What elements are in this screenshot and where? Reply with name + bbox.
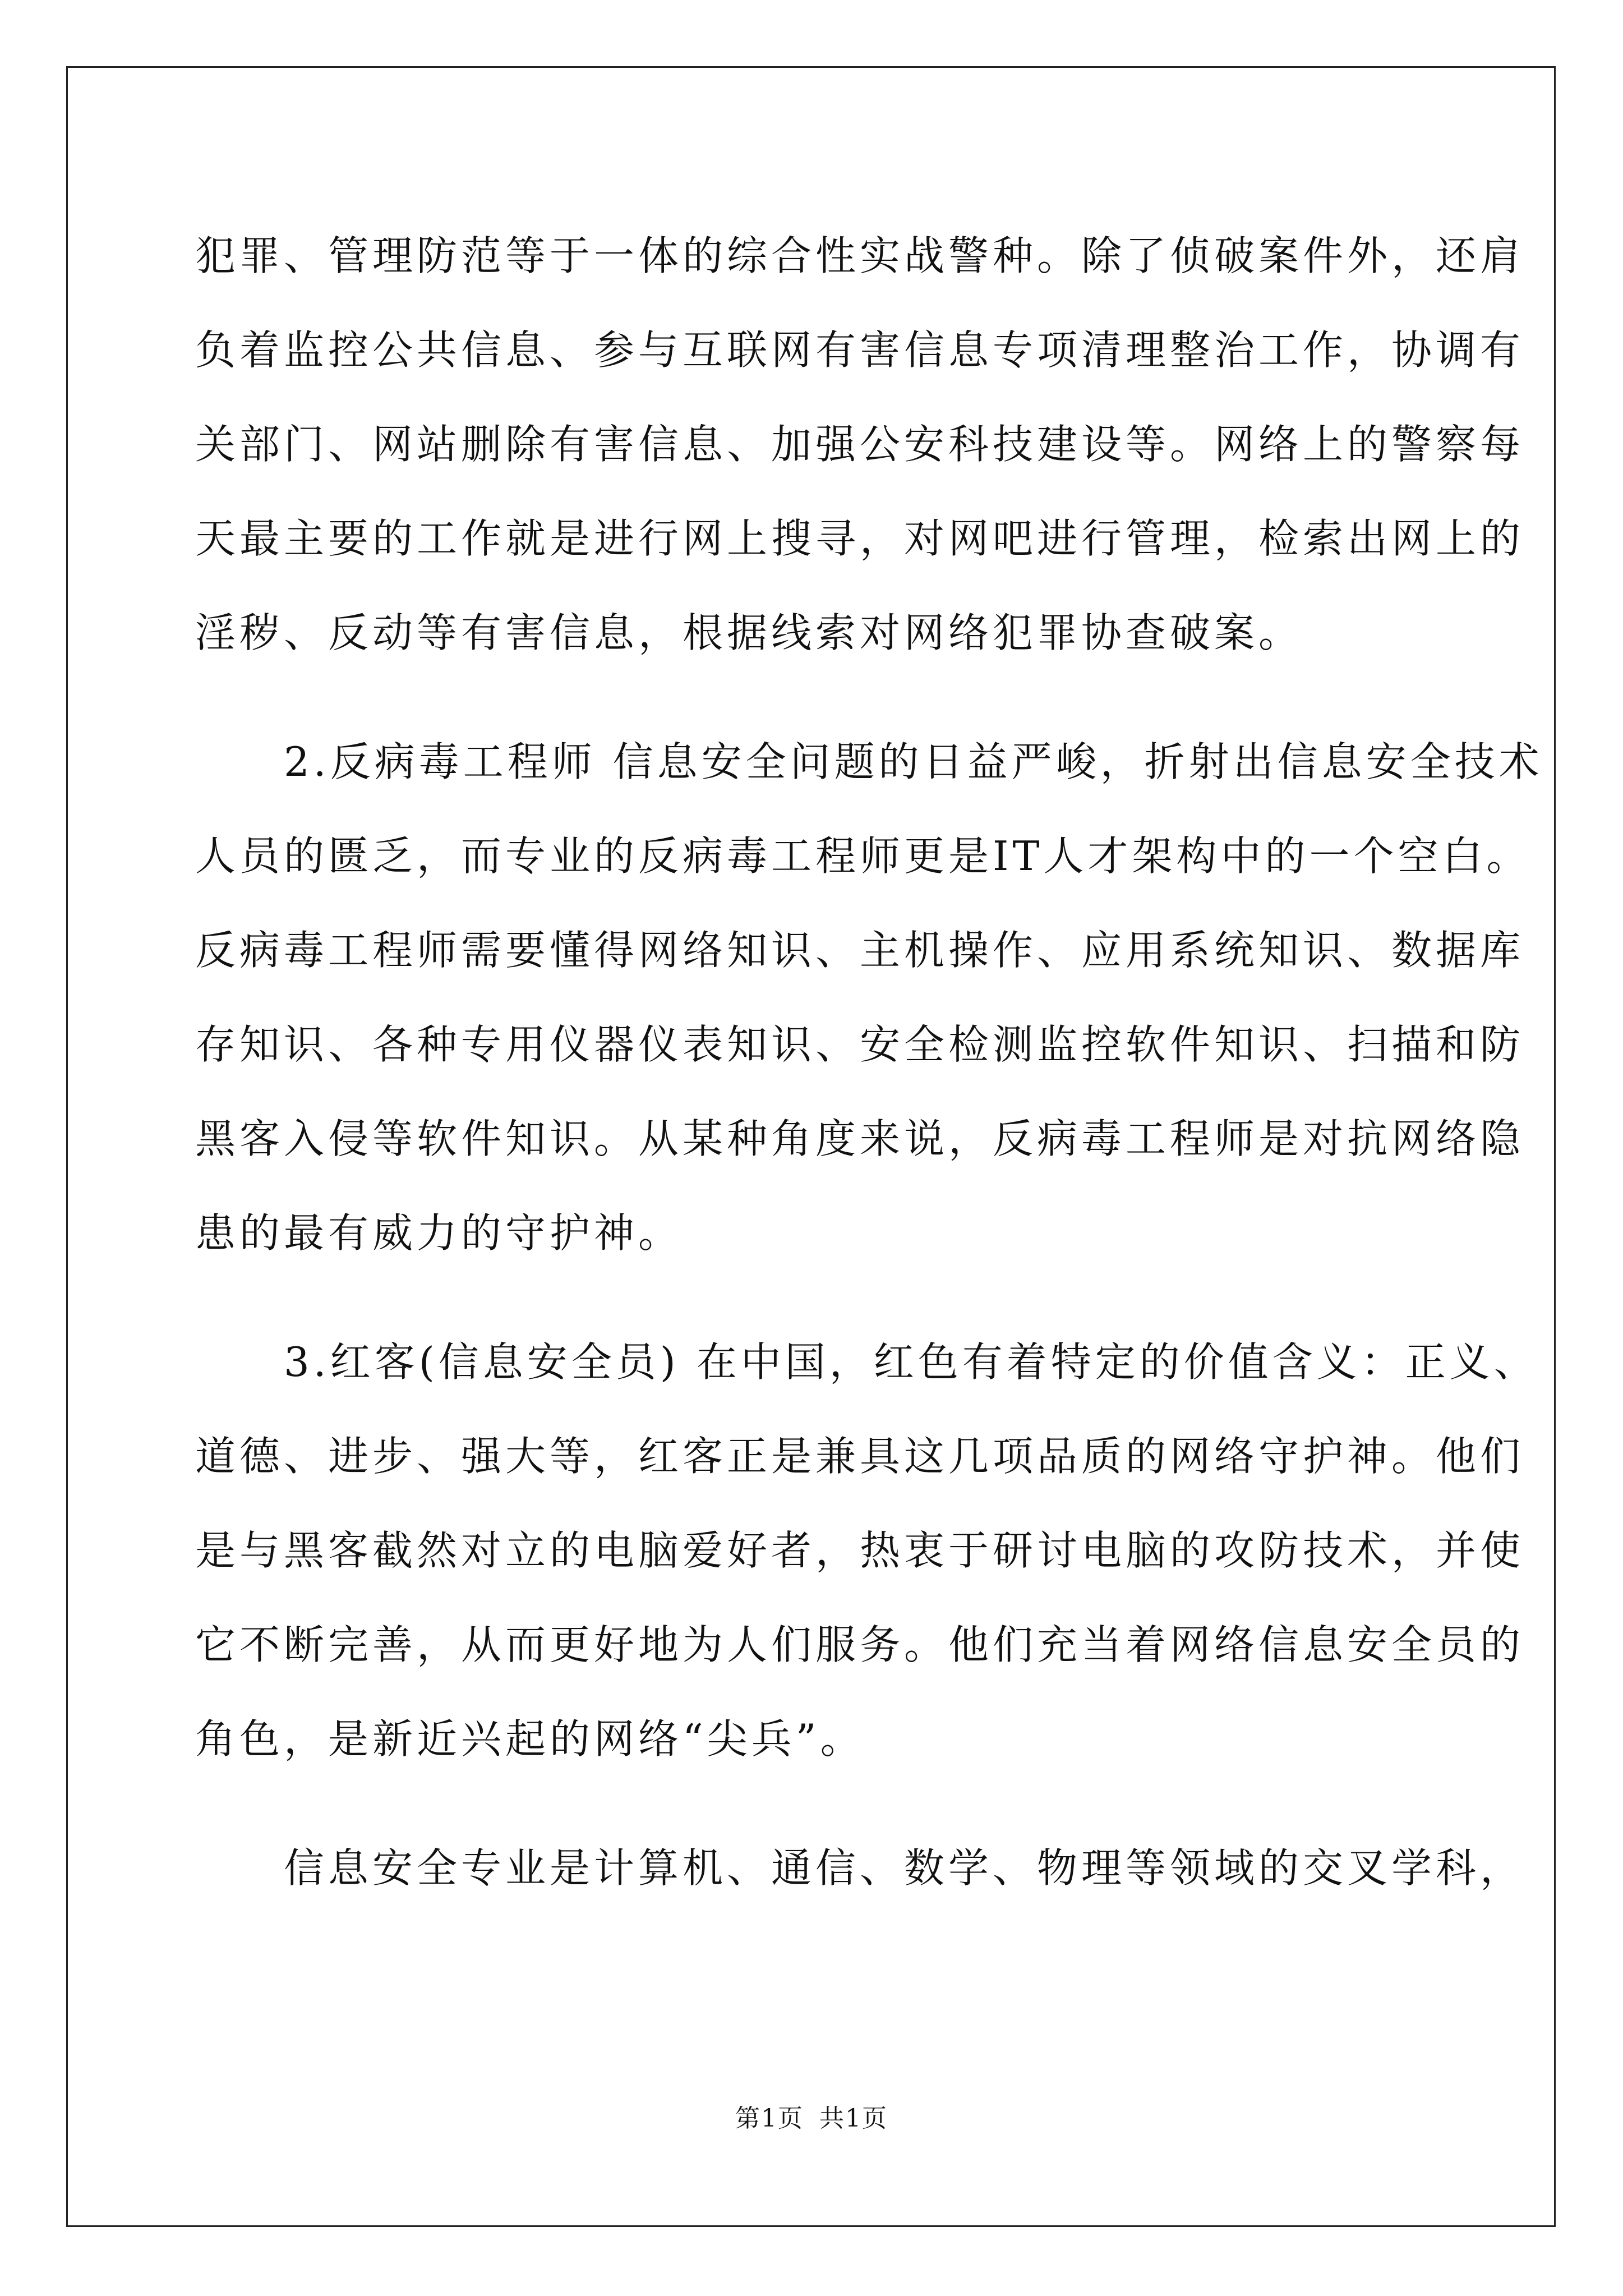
text-line: 反病毒工程师需要懂得网络知识、主机操作、应用系统知识、数据库 — [195, 927, 1525, 974]
text-line: 道德、进步、强大等，红客正是兼具这几项品质的网络守护神。他们 — [195, 1433, 1525, 1480]
document-body — [195, 209, 1543, 1915]
text-line: 它不断完善，从而更好地为人们服务。他们充当着网络信息安全员的 — [195, 1621, 1525, 1668]
page-number: 第1页 — [735, 2104, 804, 2133]
text-line: 3.红客(信息安全员) 在中国，红色有着特定的价值含义：正义、 — [195, 1338, 1538, 1386]
text-line: 犯罪、管理防范等于一体的综合性实战警种。除了侦破案件外，还肩 — [195, 232, 1525, 279]
text-line: 信息安全专业是计算机、通信、数学、物理等领域的交叉学科， — [195, 1844, 1525, 1892]
text-line: 是与黑客截然对立的电脑爱好者，热衷于研讨电脑的攻防技术，并使 — [195, 1527, 1525, 1574]
text-line: 天最主要的工作就是进行网上搜寻，对网吧进行管理，检索出网上的 — [195, 515, 1525, 562]
text-line: 角色，是新近兴起的网络“尖兵”。 — [195, 1715, 865, 1763]
text-line: 2.反病毒工程师 信息安全问题的日益严峻，折射出信息安全技术 — [195, 738, 1543, 785]
text-line: 存知识、各种专用仪器仪表知识、安全检测监控软件知识、扫描和防 — [195, 1021, 1525, 1068]
text-line: 人员的匮乏，而专业的反病毒工程师更是IT人才架构中的一个空白。 — [195, 832, 1531, 880]
text-line: 关部门、网站删除有害信息、加强公安科技建设等。网络上的警察每 — [195, 421, 1525, 468]
page-footer — [0, 2098, 1623, 2134]
page-total: 共1页 — [819, 2104, 888, 2133]
text-line: 黑客入侵等软件知识。从某种角度来说，反病毒工程师是对抗网络隐 — [195, 1115, 1525, 1162]
text-line: 负着监控公共信息、参与互联网有害信息专项清理整治工作，协调有 — [195, 326, 1525, 374]
text-line: 淫秽、反动等有害信息，根据线索对网络犯罪协查破案。 — [195, 609, 1303, 656]
text-line: 患的最有威力的守护神。 — [195, 1209, 683, 1257]
